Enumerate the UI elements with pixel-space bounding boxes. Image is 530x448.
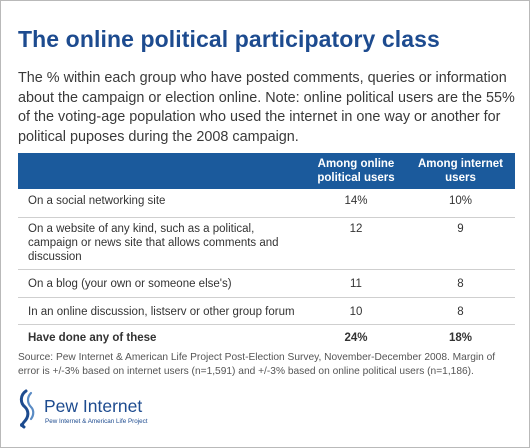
table-row bbox=[18, 270, 515, 298]
table-row bbox=[18, 218, 515, 270]
pew-logo-icon bbox=[14, 389, 42, 429]
row-value-internet: 8 bbox=[457, 278, 464, 290]
header-label-col bbox=[18, 153, 306, 189]
row-value-online-political: 10 bbox=[349, 306, 363, 318]
pew-internet-logo bbox=[14, 389, 148, 434]
table-header bbox=[18, 153, 515, 189]
header-online-political-users: Among online political users bbox=[317, 158, 395, 184]
row-label: In an online discussion, listserv or other group forum bbox=[28, 306, 295, 318]
row-label: On a blog (your own or someone else's) bbox=[28, 278, 232, 290]
table-row bbox=[18, 298, 515, 325]
row-value-online-political: 14% bbox=[344, 195, 368, 207]
header-internet-users: Among internet users bbox=[418, 158, 503, 184]
row-value-online-political: 24% bbox=[344, 332, 368, 344]
data-table bbox=[18, 153, 515, 351]
row-value-internet: 8 bbox=[457, 306, 464, 318]
row-value-online-political: 12 bbox=[349, 223, 363, 235]
row-label: On a website of any kind, such as a political, campaign or news site that allows comments and discussion bbox=[28, 223, 279, 264]
row-value-internet: 9 bbox=[457, 223, 464, 235]
chart-title: The online political participatory class bbox=[18, 26, 440, 52]
logo-wordmark: Pew Internet bbox=[44, 396, 143, 416]
row-value-internet: 18% bbox=[448, 332, 473, 344]
row-label: On a social networking site bbox=[28, 195, 166, 207]
table-row bbox=[18, 189, 515, 218]
row-label: Have done any of these bbox=[28, 332, 157, 344]
chart-subtitle: The % within each group who have posted comments, queries or information about the campaign or election online. Note: online political users are the 55% of the voting-age population who used the internet in one way or another for political puposes during the 2008 campaign. bbox=[18, 70, 515, 145]
table-row-total bbox=[18, 325, 515, 351]
row-value-internet: 10% bbox=[448, 195, 473, 207]
row-value-online-political: 11 bbox=[350, 278, 362, 290]
source-note: Source: Pew Internet & American Life Project Post-Election Survey, November-December 2008. Margin of error is +/-3% based on internet users (n=1,591) and +/-3% based on online political users (n=1,186). bbox=[18, 352, 496, 377]
logo-tagline: Pew Internet & American Life Project bbox=[45, 418, 148, 425]
